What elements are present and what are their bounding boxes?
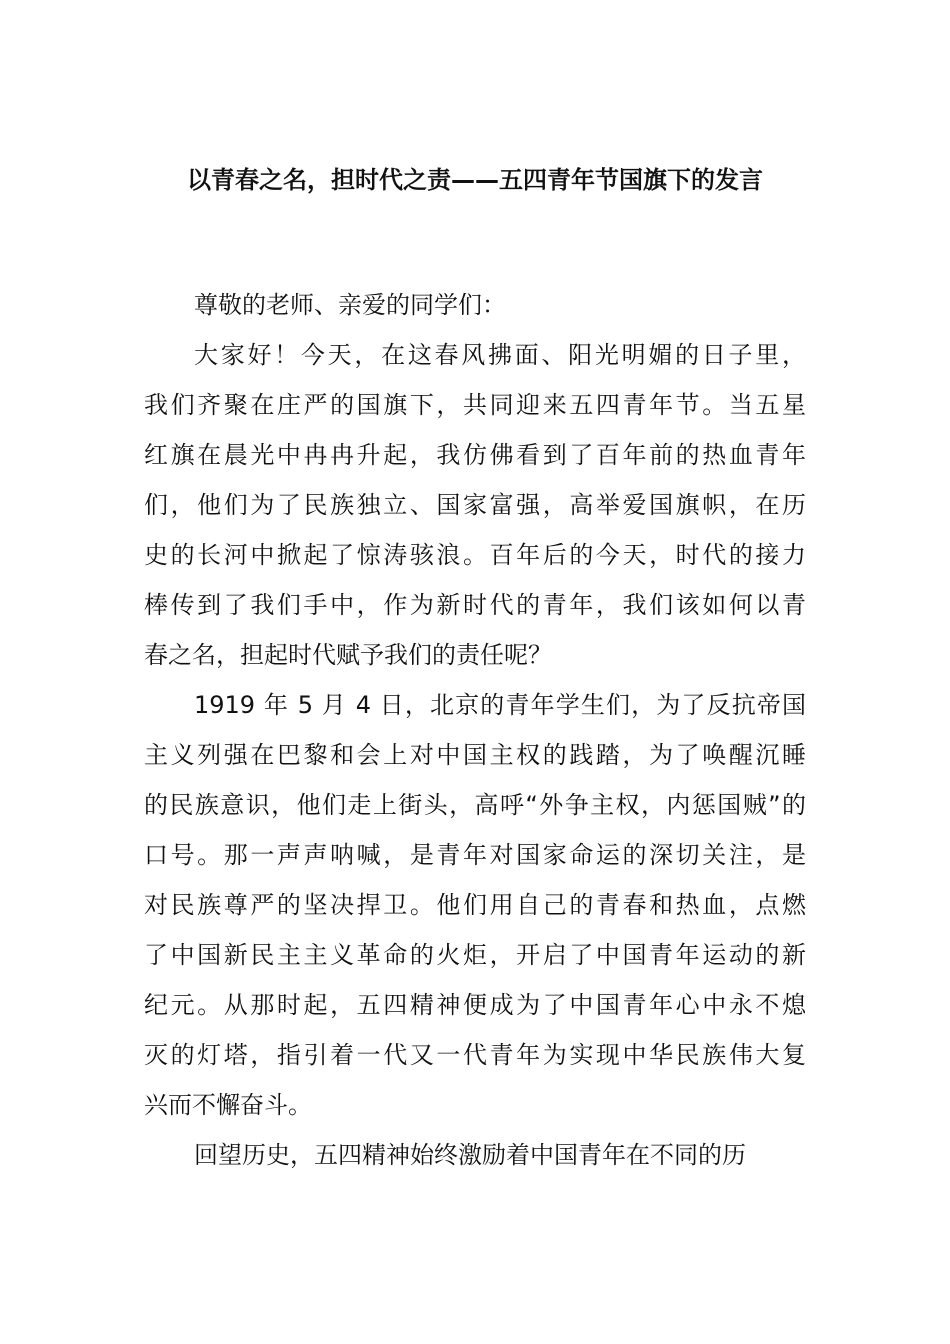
paragraph-line: 们，他们为了民族独立、国家富强，高举爱国旗帜，在历 bbox=[144, 491, 806, 519]
paragraph-line: 春之名，担起时代赋予我们的责任呢？ bbox=[144, 641, 552, 669]
paragraph-3 bbox=[144, 1130, 806, 1180]
paragraph-line: 对民族尊严的坚决捍卫。他们用自己的青春和热血，点燃 bbox=[144, 891, 806, 919]
paragraph-line: 了中国新民主主义革命的火炬，开启了中国青年运动的新 bbox=[144, 941, 806, 969]
paragraph-line: 红旗在晨光中冉冉升起，我仿佛看到了百年前的热血青年 bbox=[144, 441, 806, 469]
page-title: 以青春之名，担时代之责——五四青年节国旗下的发言 bbox=[187, 166, 763, 194]
paragraph-line: 纪元。从那时起，五四精神便成为了中国青年心中永不熄 bbox=[144, 991, 806, 1019]
paragraph-line: 棒传到了我们手中，作为新时代的青年，我们该如何以青 bbox=[144, 591, 806, 619]
paragraph-line: 灭的灯塔，指引着一代又一代青年为实现中华民族伟大复 bbox=[144, 1041, 806, 1069]
paragraph-line: 口号。那一声声呐喊，是青年对国家命运的深切关注，是 bbox=[144, 841, 806, 869]
document-body bbox=[144, 280, 806, 1180]
greeting bbox=[144, 280, 806, 330]
greeting-text: 尊敬的老师、亲爱的同学们： bbox=[194, 291, 506, 319]
paragraph-line: 我们齐聚在庄严的国旗下，共同迎来五四青年节。当五星 bbox=[144, 391, 806, 419]
paragraph-line: 回望历史，五四精神始终激励着中国青年在不同的历 bbox=[194, 1141, 746, 1169]
paragraph-line: 的民族意识，他们走上街头，高呼“外争主权，内惩国贼”的 bbox=[144, 791, 806, 819]
paragraph-line: 1919 年 5 月 4 日，北京的青年学生们，为了反抗帝国 bbox=[194, 691, 806, 719]
paragraph-line: 主义列强在巴黎和会上对中国主权的践踏，为了唤醒沉睡 bbox=[144, 741, 806, 769]
paragraph-line: 大家好！今天，在这春风拂面、阳光明媚的日子里， bbox=[194, 341, 806, 369]
paragraph-line: 史的长河中掀起了惊涛骇浪。百年后的今天，时代的接力 bbox=[144, 541, 806, 569]
paragraph-2 bbox=[144, 680, 806, 1130]
paragraph-line: 兴而不懈奋斗。 bbox=[144, 1091, 312, 1119]
paragraph-1 bbox=[144, 330, 806, 680]
